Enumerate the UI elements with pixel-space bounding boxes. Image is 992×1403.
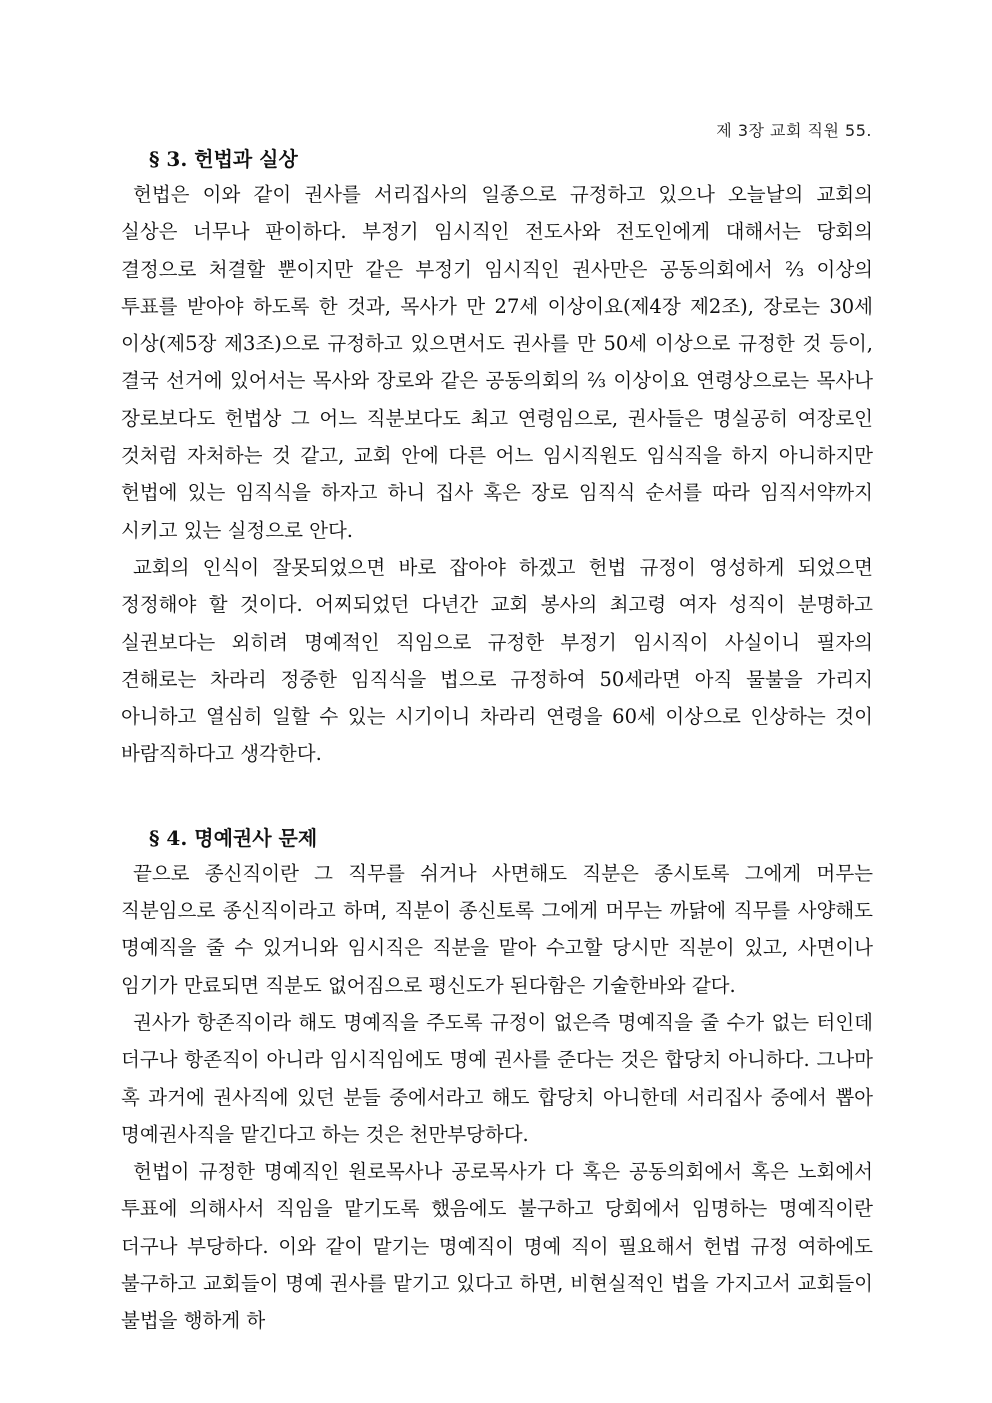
section-3-paragraph-2: 교회의 인식이 잘못되었으면 바로 잡아야 하겠고 헌법 규정이 영성하게 되었으면 정정해야 할 것이다. 어찌되었던 다년간 교회 봉사의 최고령 여자 성직이 분명하고 실권보다는 외히려 명예적인 직임으로 규정한 부정기 임시직이 사실이니 필자의 견해로는 차라리 정중한 임직식을 법으로 규정하여 50세라면 아직 물불을 가리지 아니하고 열심히 일할 수 있는 시기이니 차라리 연령을 60세 이상으로 인상하는 것이 바람직하다고 생각한다. xyxy=(121,555,873,766)
section-3-paragraph-1: 헌법은 이와 같이 권사를 서리집사의 일종으로 규정하고 있으나 오늘날의 교회의 실상은 너무나 판이하다. 부정기 임시직인 전도사와 전도인에게 대해서는 당회의 결정으로 처결할 뿐이지만 같은 부정기 임시직인 권사만은 공동의회에서 ⅔ 이상의 투표를 받아야 하도록 한 것과, 목사가 만 27세 이상이요(제4장 제2조), 장로는 30세 이상(제5장 제3조)으로 규정하고 있으면서도 권사를 만 50세 이상으로 규정한 것 등이, 결국 선거에 있어서는 목사와 장로와 같은 공동의회의 ⅔ 이상이요 연령상으로는 목사나 장로보다도 헌법상 그 어느 직분보다도 최고 연령임으로, 권사들은 명실공히 여장로인 것처럼 자처하는 것 같고, 교회 안에 다른 어느 임시직원도 임식직을 하지 아니하지만 헌법에 있는 임직식을 하자고 하니 집사 혹은 장로 임직식 순서를 따라 임직서약까지 시키고 있는 실정으로 안다. xyxy=(121,183,873,542)
document-body xyxy=(121,142,873,1340)
section-4-paragraph-1: 끝으로 종신직이란 그 직무를 쉬거나 사면해도 직분은 종시토록 그에게 머무는 직분임으로 종신직이라고 하며, 직분이 종신토록 그에게 머무는 까닭에 직무를 사양해도 명예직을 줄 수 있거니와 임시직은 직분을 맡아 수고할 당시만 직분이 있고, 사면이나 임기가 만료되면 직분도 없어짐으로 평신도가 된다함은 기술한바와 같다. xyxy=(121,861,873,997)
section-heading-4: § 4. 명예권사 문제 xyxy=(149,825,318,850)
section-heading-3: § 3. 헌법과 실상 xyxy=(149,147,298,171)
section-4-paragraph-2: 권사가 항존직이라 해도 명예직을 주도록 규정이 없은즉 명예직을 줄 수가 없는 터인데 더구나 항존직이 아니라 임시직임에도 명예 권사를 준다는 것은 합당치 아니하다. 그나마 혹 과거에 권사직에 있던 분들 중에서라고 해도 합당치 아니한데 서리집사 중에서 뽑아 명예권사직을 맡긴다고 하는 것은 천만부당하다. xyxy=(121,1010,873,1146)
section-4-paragraph-3: 헌법이 규정한 명예직인 원로목사나 공로목사가 다 혹은 공동의회에서 혹은 노회에서 투표에 의해사서 직임을 맡기도록 했음에도 불구하고 당회에서 임명하는 명예직이란 더구나 부당하다. 이와 같이 맡기는 명예직이 명예 직이 필요해서 헌법 규정 여하에도 불구하고 교회들이 명예 권사를 맡기고 있다고 하면, 비현실적인 법을 가지고서 교회들이 불법을 행하게 하 xyxy=(121,1160,873,1333)
running-header: 제 3장 교회 직원 55. xyxy=(716,121,872,140)
